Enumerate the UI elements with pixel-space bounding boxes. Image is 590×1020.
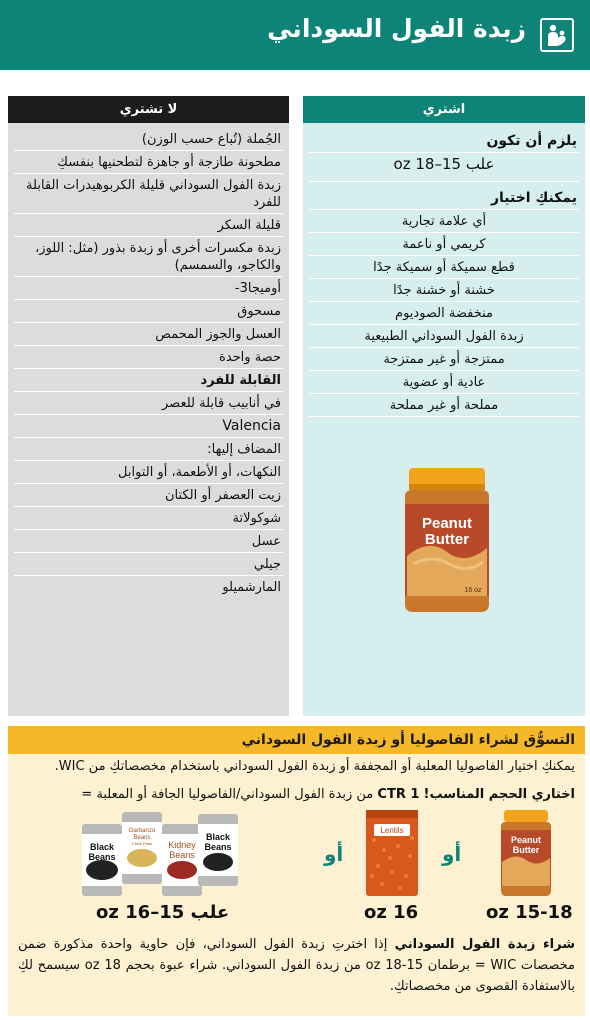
size-line [81, 787, 575, 802]
choose-item: كريمي أو ناعمة [309, 233, 579, 256]
dont-item: قليلة السكر [14, 214, 283, 237]
can-label: Beans [204, 842, 232, 852]
added-label: المضاف إليها: [14, 438, 283, 461]
shopping-note [18, 934, 575, 997]
size-bold: اختاري الحجم المناسب! [423, 787, 575, 802]
must-label: يلزم أن تكون [309, 125, 579, 153]
wic-family-icon [540, 18, 574, 52]
can-label: Black [205, 832, 231, 842]
product-pb-line1: Peanut [510, 835, 542, 845]
must-item: علب 15–18 oz [309, 153, 579, 182]
can-label: Beans [169, 850, 195, 860]
spreadable-label: القابلة للفرد [14, 369, 283, 392]
dont-buy-panel [8, 96, 289, 716]
product-pb-line2: Butter [512, 845, 540, 855]
dont-item: المارشميلو [222, 580, 281, 595]
choose-item: خشنة أو خشنة جدًا [309, 279, 579, 302]
dont-item: شوكولاتة [14, 507, 283, 530]
lentils-label: Lentils [380, 826, 404, 835]
jar-weight: 16 oz [464, 587, 482, 594]
dont-item: زبدة الفول السوداني قليلة الكربوهيدرات القابلة للفرد [14, 174, 283, 214]
choose-label: يمكنكِ اختيار [309, 182, 579, 210]
bean-cans-image [80, 808, 240, 900]
shopping-intro: يمكنكِ اختيار الفاصوليا المعلبة أو المجففة أو زبدة الفول السوداني باستخدام مخصصاتكِ من WIC. [54, 759, 575, 774]
choose-item: أي علامة تجارية [309, 210, 579, 233]
peanut-butter-jar-image [399, 468, 495, 612]
lentils-size-label: 16 oz [364, 902, 419, 923]
dont-item: مسحوق [14, 300, 283, 323]
can-label: Beans [133, 835, 151, 841]
buy-panel [303, 96, 585, 716]
or-label: أو [442, 842, 462, 866]
page-title: زبدة الفول السوداني [267, 14, 526, 43]
dont-item: جيلي [14, 553, 283, 576]
size-rest: من زبدة الفول السوداني/الفاصوليا الجافة أو المعلبة = [81, 787, 374, 802]
dont-item: العسل والجوز المحمص [14, 323, 283, 346]
or-label: أو [324, 842, 344, 866]
dont-item: عسل [14, 530, 283, 553]
page-header [0, 0, 590, 70]
choose-item: منخفضة الصوديوم [309, 302, 579, 325]
jar-label-line1: Peanut [421, 515, 473, 532]
choose-item: مملحة أو غير مملحة [309, 394, 579, 417]
choose-item: قطع سميكة أو سميكة جدًا [309, 256, 579, 279]
lentils-product-image [364, 810, 420, 896]
note-rest: إذا اخترتِ زبدة الفول السوداني، فإن حاوية واحدة مذكورة ضمن مخصصات WIC = برطمان 15-18 oz من زبدة الفول السوداني. شراء عبوة بحجم 18 oz سيسمح لكِ بالاستفادة القصوى من مخصصاتكِ. [18, 937, 576, 994]
dont-item: أوميجا3- [14, 277, 283, 300]
shopping-section [8, 726, 585, 1016]
can-label: Black [89, 842, 115, 852]
dont-item: زيت العصفر أو الكتان [14, 484, 283, 507]
jar-label-line2: Butter [424, 531, 470, 548]
can-label: Chick Peas [131, 841, 153, 846]
dont-buy-heading: لا تشتري [8, 96, 289, 123]
note-bold: شراء زبدة الفول السوداني [394, 937, 575, 952]
can-label: Kidney [168, 840, 196, 850]
cans-size-label: علب 15–16 oz [96, 902, 230, 923]
dont-item: الجُملة (تُباع حسب الوزن) [14, 125, 283, 151]
dont-item: النكهات، أو الأطعمة، أو التوابل [14, 461, 283, 484]
choose-item: عادية أو عضوية [309, 371, 579, 394]
dont-item: في أنابيب قابلة للعصر [14, 392, 283, 415]
can-label: Beans [88, 852, 116, 862]
buy-heading: اشتري [303, 96, 585, 123]
shopping-heading: التسوُّق لشراء الفاصوليا أو زبدة الفول السوداني [8, 726, 585, 754]
dont-item: Valencia [14, 415, 283, 438]
dont-item: مطحونة طازجة أو جاهزة لتطحنيها بنفسكِ [14, 151, 283, 174]
size-ctr: 1 CTR [377, 787, 420, 802]
peanut-butter-product-image [498, 810, 554, 896]
dont-item: حصة واحدة [14, 346, 283, 369]
choose-item: ممتزجة أو غير ممتزجة [309, 348, 579, 371]
choose-item: زبدة الفول السوداني الطبيعية [309, 325, 579, 348]
dont-item: زبدة مكسرات أخرى أو زبدة بذور (مثل: اللوز، والكاجو، والسمسم) [14, 237, 283, 277]
can-label: Garbanzo [128, 828, 156, 834]
pb-size-label: 15-18 oz [486, 902, 573, 923]
